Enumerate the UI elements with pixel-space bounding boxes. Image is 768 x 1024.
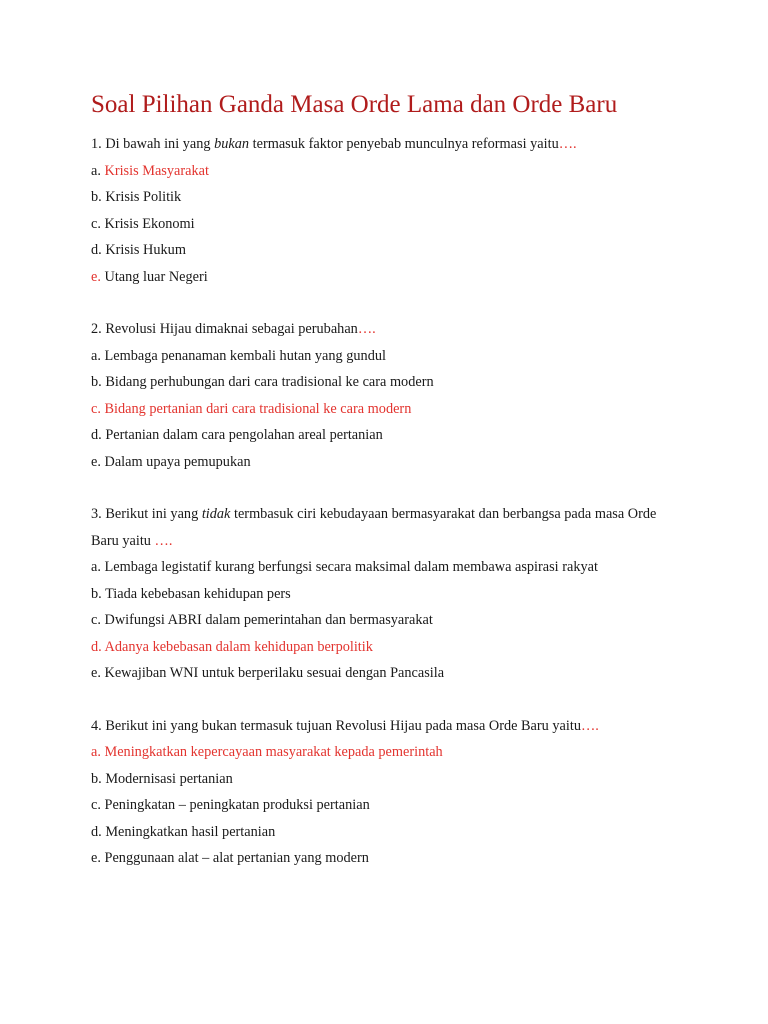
option-letter: a. (91, 347, 101, 364)
option-letter: d. (91, 823, 102, 840)
option-letter: a. (91, 559, 101, 575)
option-text: Lembaga penanaman kembali hutan yang gundul (104, 347, 386, 364)
document-title: Soal Pilihan Ganda Masa Orde Lama dan Orde Baru (91, 91, 618, 118)
answer-option-e (91, 845, 751, 872)
option-text: Dwifungsi ABRI dalam pemerintahan dan bermasyarakat (104, 612, 433, 628)
question-number: 4. (91, 717, 102, 734)
option-letter: b. (91, 585, 102, 602)
option-text: Krisis Masyarakat (104, 162, 209, 179)
stem-emphasis: bukan (214, 136, 250, 152)
answer-option-a (91, 343, 751, 370)
option-text: Peningkatan – peningkatan produksi pertanian (104, 797, 370, 813)
answer-option-c (91, 211, 751, 238)
stem-text: termasuk faktor penyebab munculnya reformasi yaitu (252, 136, 559, 152)
option-letter: a. (91, 744, 101, 760)
answer-option-e (91, 660, 751, 687)
option-text: Krisis Ekonomi (104, 215, 195, 232)
stem-text: Di bawah ini yang (105, 136, 211, 152)
answer-option-e (91, 449, 751, 476)
stem-ellipsis: …. (357, 321, 376, 337)
answer-option-a (91, 554, 751, 581)
stem-ellipsis: …. (154, 532, 173, 549)
answer-option-b (91, 581, 751, 608)
question-number: 3. (91, 506, 102, 522)
option-letter: e. (91, 453, 101, 470)
question-number: 1. (91, 136, 102, 152)
option-text: Utang luar Negeri (104, 268, 208, 285)
option-text: Bidang perhubungan dari cara tradisional ke cara modern (105, 374, 434, 390)
question-number: 2. (91, 321, 102, 337)
option-text: Pertanian dalam cara pengolahan areal pertanian (105, 427, 383, 443)
option-text: Dalam upaya pemupukan (104, 453, 251, 470)
option-text: Kewajiban WNI untuk berperilaku sesuai dengan Pancasila (104, 665, 445, 681)
answer-option-d (91, 634, 751, 661)
answer-option-a (91, 158, 751, 185)
stem-text: Berikut ini yang bukan termasuk tujuan Revolusi Hijau pada masa Orde Baru yaitu (105, 717, 581, 734)
answer-option-b (91, 184, 751, 211)
option-letter: d. (91, 242, 102, 258)
option-letter: a. (91, 162, 101, 179)
option-letter: c. (91, 215, 101, 232)
answer-option-b (91, 766, 751, 793)
option-letter: c. (91, 612, 101, 628)
answer-option-c (91, 792, 751, 819)
question-stem (91, 316, 751, 343)
answer-option-e (91, 264, 751, 291)
stem-text: Berikut ini yang (105, 506, 199, 522)
stem-ellipsis: …. (580, 717, 599, 734)
question-3 (91, 501, 751, 687)
option-text: Adanya kebebasan dalam kehidupan berpolitik (104, 638, 373, 655)
option-text: Lembaga legistatif kurang berfungsi secara maksimal dalam membawa aspirasi rakyat (104, 559, 598, 575)
option-text: Krisis Politik (105, 189, 182, 205)
answer-option-a (91, 739, 751, 766)
stem-ellipsis: …. (558, 136, 577, 152)
option-letter: d. (91, 638, 102, 655)
question-2 (91, 316, 751, 475)
stem-emphasis: tidak (201, 506, 231, 522)
option-text: Bidang pertanian dari cara tradisional ke cara modern (104, 400, 412, 417)
option-letter: c. (91, 797, 101, 813)
option-text: Meningkatkan kepercayaan masyarakat kepada pemerintah (104, 744, 443, 760)
option-text: Modernisasi pertanian (105, 770, 233, 787)
question-4 (91, 713, 751, 872)
option-letter: d. (91, 427, 102, 443)
stem-text: termbasuk ciri kebudayaan bermasyarakat dan berbangsa pada masa Orde Baru yaitu (91, 506, 657, 549)
answer-option-b (91, 369, 751, 396)
question-stem (91, 131, 751, 158)
answer-option-c (91, 607, 751, 634)
question-1 (91, 131, 751, 290)
option-letter: b. (91, 770, 102, 787)
option-letter: b. (91, 374, 102, 390)
answer-option-d (91, 819, 751, 846)
option-letter: e. (91, 665, 101, 681)
option-letter: c. (91, 400, 101, 417)
option-text: Meningkatkan hasil pertanian (105, 823, 276, 840)
answer-option-d (91, 237, 751, 264)
option-letter: e. (91, 268, 101, 285)
stem-text: Revolusi Hijau dimaknai sebagai perubahan (105, 321, 358, 337)
option-letter: e. (91, 850, 101, 866)
answer-option-c (91, 396, 751, 423)
question-stem (91, 713, 751, 740)
option-letter: b. (91, 189, 102, 205)
option-text: Tiada kebebasan kehidupan pers (105, 585, 291, 602)
question-stem (91, 501, 669, 554)
answer-option-d (91, 422, 751, 449)
option-text: Krisis Hukum (105, 242, 186, 258)
option-text: Penggunaan alat – alat pertanian yang modern (104, 850, 369, 866)
document-page (91, 86, 751, 898)
